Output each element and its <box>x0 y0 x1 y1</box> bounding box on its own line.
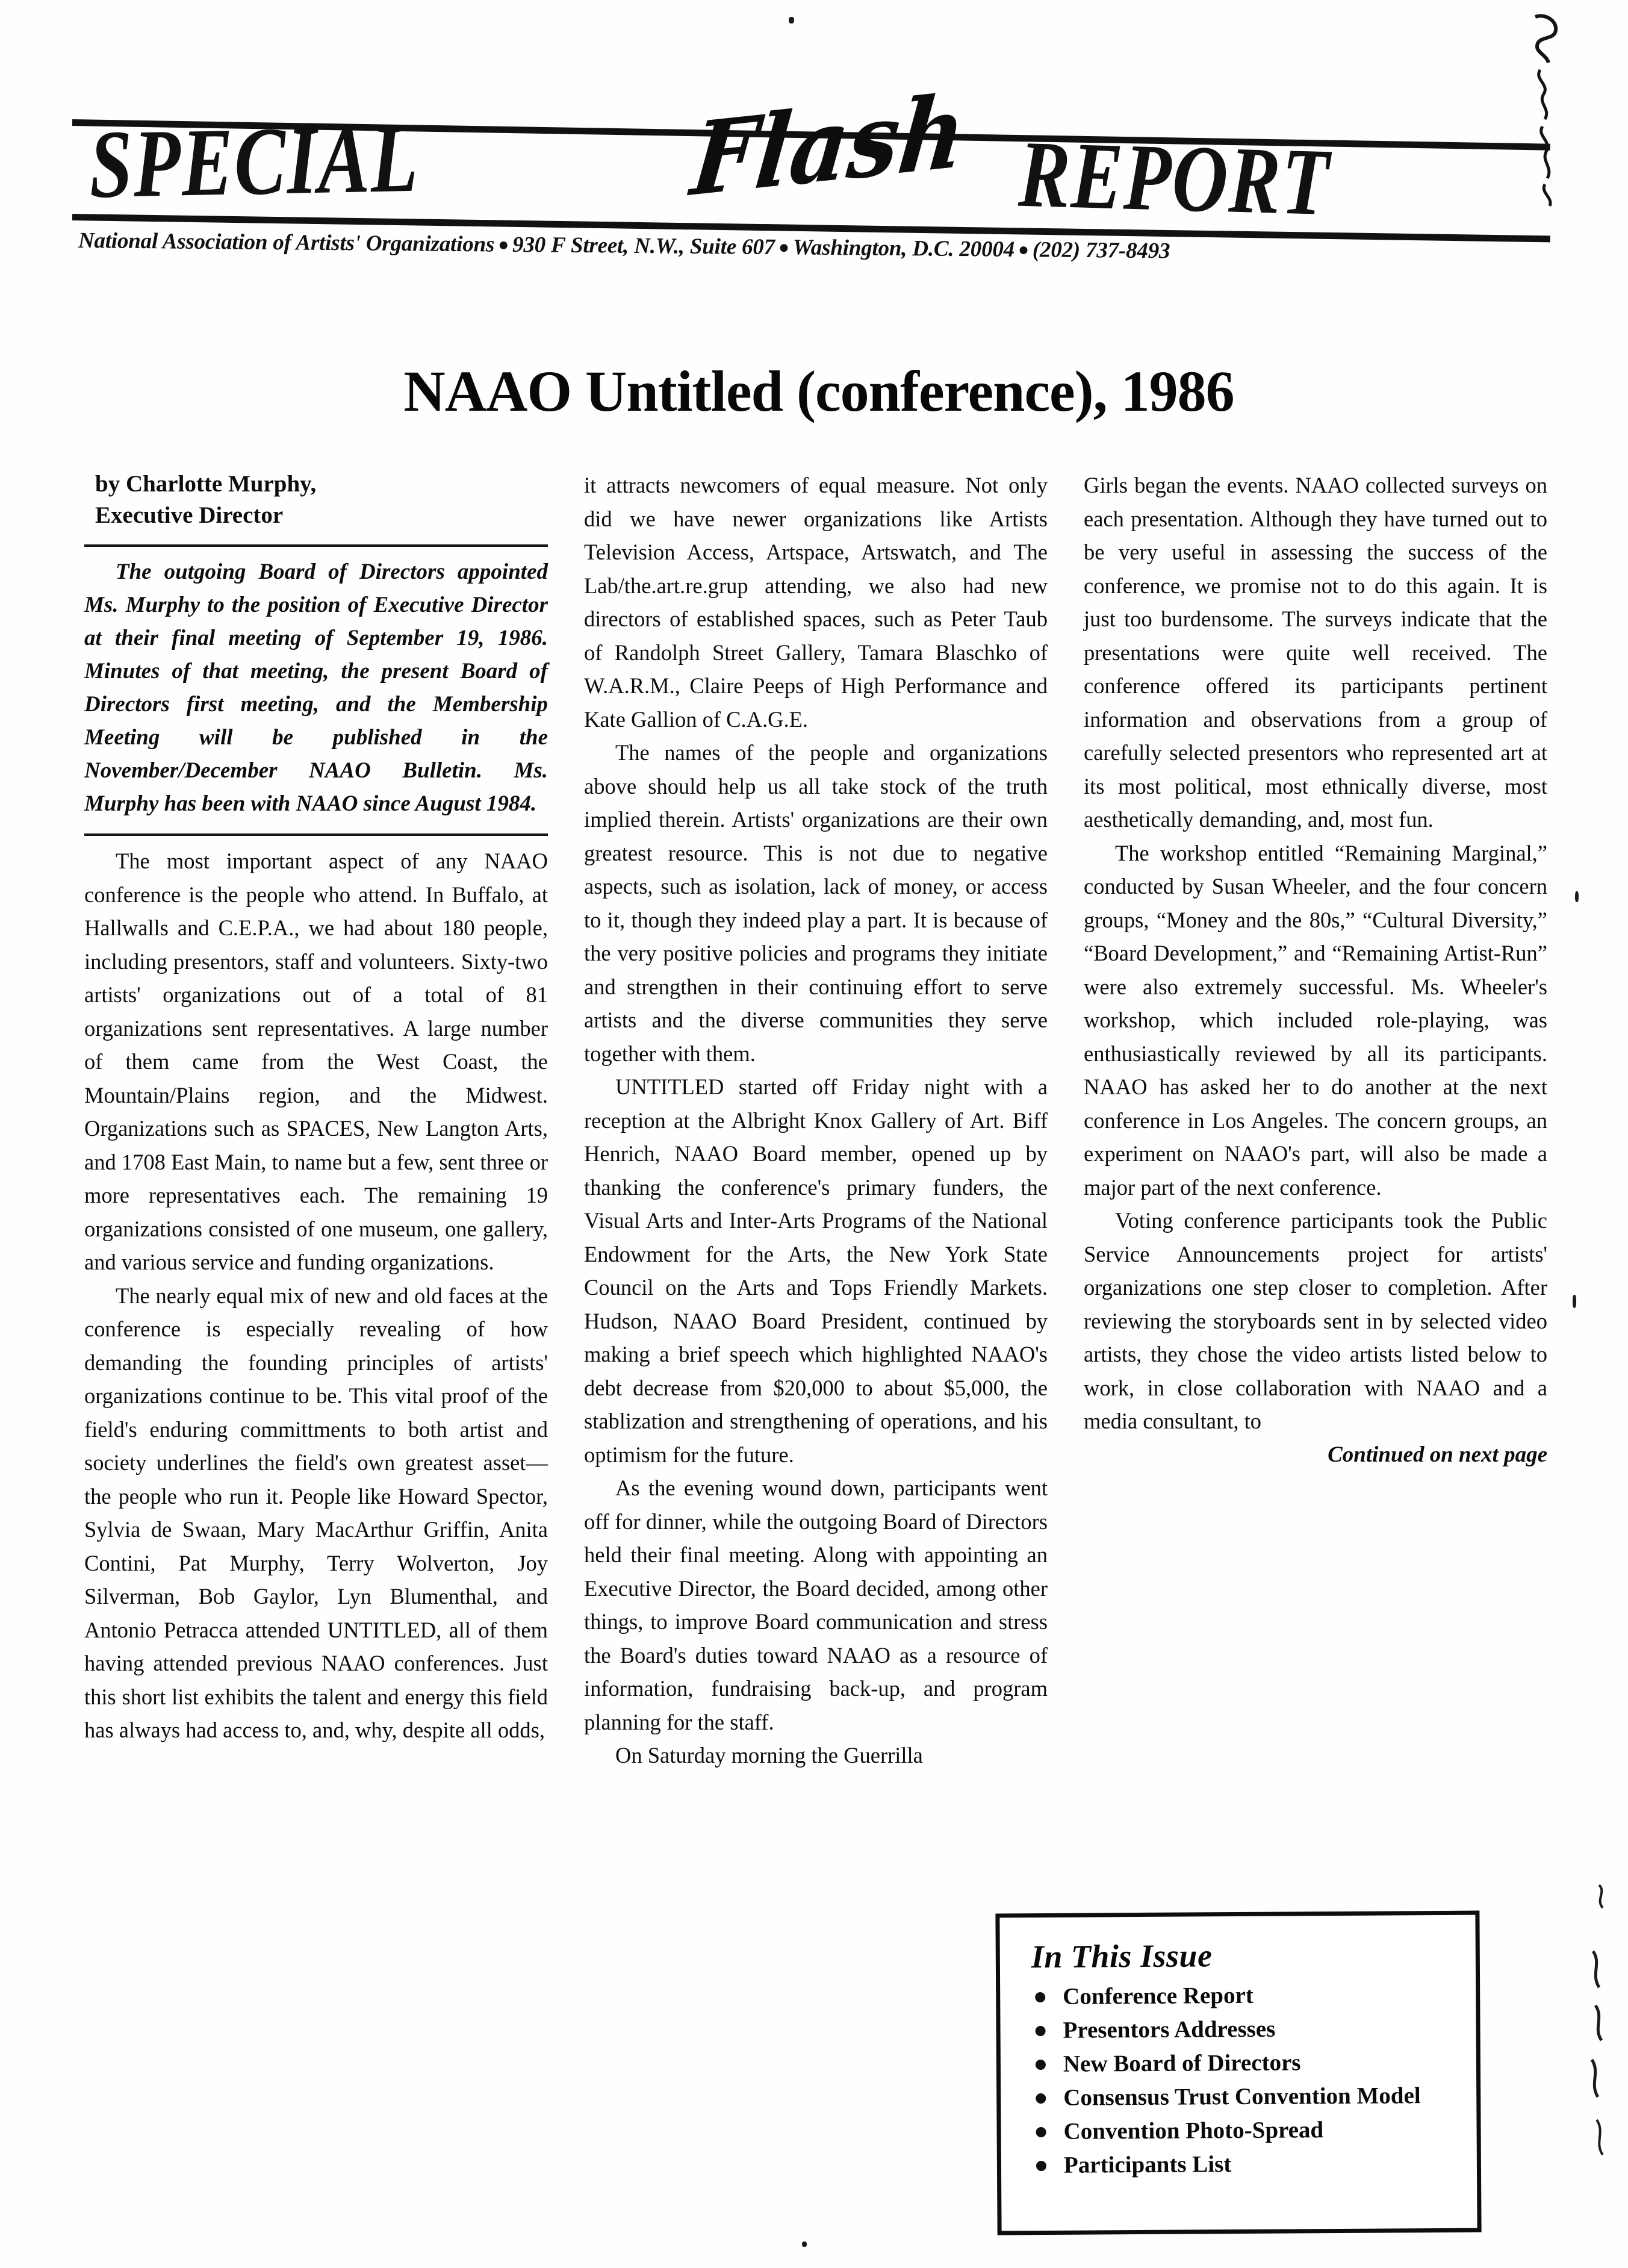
bullet-separator-icon: ● <box>498 234 509 255</box>
divider-below-standfirst <box>84 833 548 836</box>
standfirst-paragraph: The outgoing Board of Directors appointed Ms. Murphy to the position of Executive Director at their final meeting of September 19, 1986. Minutes of that meeting, the present Board of Directors first meeting, and the Membership Meeting will be published in the November/December NAAO Bulletin. Ms. Murphy has been with NAAO since August 1984. <box>84 559 548 816</box>
bullet-dot-icon <box>1036 2093 1046 2104</box>
masthead-word-flash: Flash <box>686 72 971 219</box>
bullet-dot-icon <box>1036 2161 1046 2171</box>
bullet-dot-icon <box>1035 1992 1045 2002</box>
list-item-label: Consensus Trust Convention Model <box>1063 2083 1421 2111</box>
masthead-phone: (202) 737-8493 <box>1032 237 1170 264</box>
masthead <box>72 48 1559 235</box>
bullet-dot-icon <box>1036 2026 1046 2036</box>
masthead-city: Washington, D.C. 20004 <box>792 235 1015 262</box>
masthead-address: 930 F Street, N.W., Suite 607 <box>512 232 775 260</box>
body-paragraph: The workshop entitled “Remaining Marginal,” conducted by Susan Wheeler, and the four concern groups, “Money and the 80s,” “Cultural Diversity,” “Board Development,” and “Remaining Artist-Run” were also extremely successful. Ms. Wheeler's workshop, which included role-playing, was enthusiastically reviewed by all its participants. NAAO has asked her to do another at the next conference in Los Angeles. The concern groups, an experiment on NAAO's part, will also be made a major part of the next conference. <box>1084 840 1547 1200</box>
masthead-word-report: REPORT <box>1017 120 1332 235</box>
in-this-issue-box <box>995 1911 1481 2235</box>
page-title: NAAO Untitled (conference), 1986 <box>403 359 1234 424</box>
masthead-word-special: SPECIAL <box>88 104 420 219</box>
body-paragraph: As the evening wound down, participants went off for dinner, while the outgoing Board of Directors held their final meeting. Along with appointing an Executive Director, the Board decided, among other things, to improve Board communication and stress the Board's duties toward NAAO as a resource of information, fundraising back-up, and program planning for the staff. <box>584 1475 1048 1734</box>
list-item[interactable] <box>1034 2079 1458 2115</box>
body-paragraph: On Saturday morning the Guerrilla <box>615 1743 923 1768</box>
article-column-2 <box>584 469 1048 1772</box>
in-this-issue-title: In This Issue <box>1031 1937 1213 1975</box>
body-paragraph: The most important aspect of any NAAO conference is the people who attend. In Buffalo, at Hallwalls and C.E.P.A., we had about 180 people, including presentors, staff and volunteers. Sixty-two artists' organizations out of a total of 81 organizations sent representatives. A large number of them came from the West Coast, the Mountain/Plains region, and the Midwest. Organizations such as SPACES, New Langton Arts, and 1708 East Main, to name but a few, sent three or more representatives each. The remaining 19 organizations consisted of one museum, one gallery, and various service and funding organizations. <box>84 849 548 1274</box>
list-item[interactable] <box>1035 2146 1459 2182</box>
scan-speck <box>1575 891 1579 902</box>
body-paragraph: Girls began the events. NAAO collected surveys on each presentation. Although they have turned out to be very useful in assessing the success of the conference, we promise not to do this again. It is just too burdensome. The surveys indicate that the presentations were quite well received. The conference offered its participants pertinent information and observations from a group of carefully selected presentors who represented art at its most political, most ethnically diverse, most aesthetically demanding, and, most fun. <box>1084 473 1547 832</box>
article-column-1 <box>84 469 548 1747</box>
continued-note: Continued on next page <box>1328 1442 1547 1467</box>
scan-speck <box>789 17 794 23</box>
list-item[interactable] <box>1034 1978 1458 2014</box>
article-column-3 <box>1084 469 1547 1471</box>
body-paragraph: Voting conference participants took the Public Service Announcements project for artists' organizations one step closer to completion. After reviewing the storyboards sent in by selected video artists, they chose the video artists listed below to work, in close collaboration with NAAO and a media consultant, to <box>1084 1208 1547 1433</box>
list-item-label: Convention Photo-Spread <box>1063 2117 1324 2145</box>
list-item-label: Participants List <box>1063 2151 1232 2178</box>
body-paragraph: UNTITLED started off Friday night with a reception at the Albright Knox Gallery of Art. Biff Henrich, NAAO Board member, opened up by thanking the conference's primary funders, the Visual Arts and Inter-Arts Programs of the National Endowment for the Arts, the New York State Council on the Arts and Tops Friendly Markets. Hudson, NAAO Board President, continued by making a brief speech which highlighted NAAO's debt decrease from $20,000 to about $5,000, the stablization and strengthening of operations, and his optimism for the future. <box>584 1074 1048 1467</box>
list-item-label: New Board of Directors <box>1063 2049 1301 2077</box>
list-item[interactable] <box>1034 2045 1458 2081</box>
body-paragraph: The names of the people and organizations above should help us all take stock of the truth implied therein. Artists' organizations are their own greatest resource. This is not due to negative aspects, such as isolation, lack of money, or access to it, though they indeed play a part. It is because of the very positive policies and programs they initiate and strengthen in their continuing effort to serve artists and the diverse communities they serve together with them. <box>584 740 1048 1066</box>
scan-speck <box>802 2242 807 2247</box>
bullet-dot-icon <box>1036 2060 1046 2070</box>
masthead-wordmark <box>78 72 1547 235</box>
byline <box>95 469 548 531</box>
list-item-label: Presentors Addresses <box>1063 2016 1276 2043</box>
in-this-issue-list <box>1000 1978 1477 2183</box>
body-paragraph: it attracts newcomers of equal measure. Not only did we have newer organizations like Artists Television Access, Artspace, Artswatch, and The Lab/the.art.re.grup attending, we also had new directors of established spaces, such as Peter Taub of Randolph Street Gallery, Tamara Blaschko of W.A.R.M., Claire Peeps of High Performance and Kate Gallion of C.A.G.E. <box>584 473 1048 732</box>
byline-author: by Charlotte Murphy, <box>95 471 317 497</box>
list-item-label: Conference Report <box>1063 1982 1254 2010</box>
bullet-separator-icon: ● <box>1018 239 1030 260</box>
scan-speck <box>1573 1295 1576 1308</box>
bullet-dot-icon <box>1036 2127 1046 2137</box>
list-item[interactable] <box>1034 2113 1458 2149</box>
bullet-separator-icon: ● <box>778 237 790 258</box>
body-paragraph: The nearly equal mix of new and old faces at the conference is especially revealing of how demanding the founding principles of artists' organizations continue to be. This vital proof of the field's enduring committments to both artist and society underlines the field's own greatest asset—the people who run it. People like Howard Spector, Sylvia de Swaan, Mary MacArthur Griffin, Anita Contini, Pat Murphy, Terry Wolverton, Joy Silverman, Bob Gaylor, Lyn Blumenthal, and Antonio Petracca attended UNTITLED, all of them having attended previous NAAO conferences. Just this short list exhibits the talent and energy this field has always had access to, and, why, despite all odds, <box>84 1283 548 1742</box>
divider-above-standfirst <box>84 544 548 547</box>
masthead-org-name: National Association of Artists' Organizations <box>78 228 495 257</box>
scan-edge-marks <box>1575 1879 1623 2216</box>
list-item[interactable] <box>1034 2011 1458 2048</box>
byline-role: Executive Director <box>95 502 284 528</box>
